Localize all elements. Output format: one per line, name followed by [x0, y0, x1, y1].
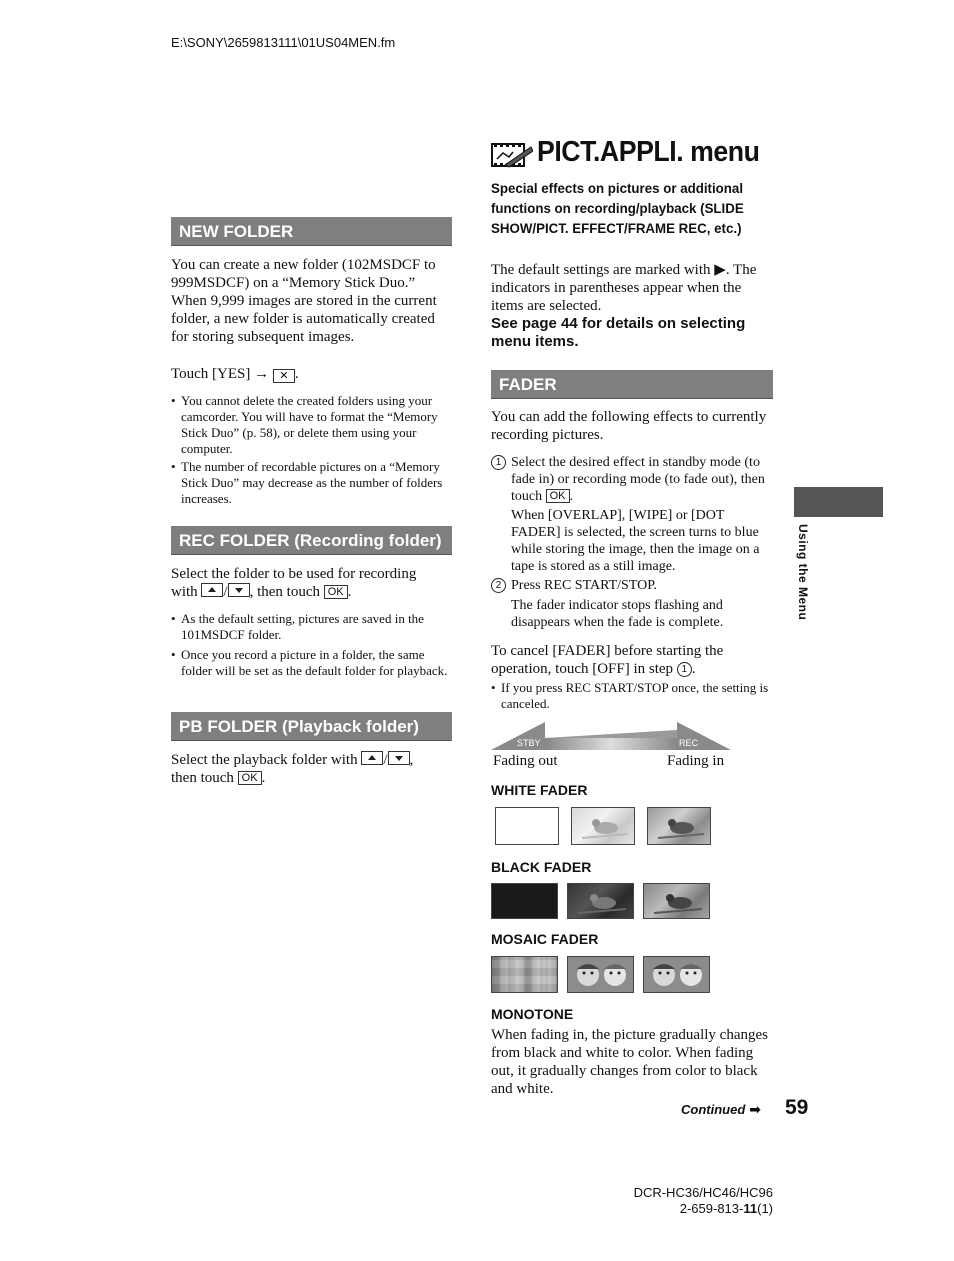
section-title-fader: FADER	[491, 370, 773, 399]
section-title-pb-folder: PB FOLDER (Playback folder)	[171, 712, 452, 741]
up-arrow-icon	[361, 751, 383, 765]
bird-icon	[568, 884, 634, 919]
pb-folder-body: Select the playback folder with / , then touch OK .	[171, 752, 414, 786]
fader-diagram	[491, 720, 731, 752]
section-title-new-folder: NEW FOLDER	[171, 217, 452, 246]
step-number: 1	[677, 662, 692, 677]
default-settings-text	[491, 261, 773, 315]
default-text-a: The default settings are marked with	[491, 262, 711, 278]
rec-folder-notes	[171, 611, 452, 679]
white-fader-thumb-2	[571, 807, 635, 845]
down-arrow-icon	[388, 751, 410, 765]
step-number: 1	[491, 455, 506, 470]
list-item: • The number of recordable pictures on a “Memory Stick Duo” may decrease as the number of folders increases.	[171, 459, 452, 507]
new-folder-notes	[171, 393, 452, 507]
touch-yes-text: Touch [YES]	[171, 366, 251, 382]
white-fader-thumb-1	[495, 807, 559, 845]
stby-label: STBY	[517, 738, 541, 748]
pict-appli-icon	[491, 141, 533, 169]
ok-key: OK	[546, 489, 570, 503]
close-x-icon: ✕	[273, 369, 295, 383]
mosaic-fader-thumb-2	[567, 956, 634, 993]
ok-key: OK	[238, 771, 262, 785]
bird-icon	[572, 808, 635, 845]
side-tab	[794, 487, 883, 517]
black-fader-thumb-3	[643, 883, 710, 919]
cancel-text-a: To cancel [FADER] before starting the operation, touch [OFF] in step	[491, 643, 724, 677]
rec-folder-body	[171, 565, 452, 601]
default-text-b: . The indicators in parentheses appear when the items are selected.	[491, 262, 757, 314]
default-marker-icon: ▶	[714, 262, 726, 278]
continued-text: Continued	[681, 1102, 746, 1117]
menu-title	[491, 138, 781, 172]
section-title-rec-folder: REC FOLDER (Recording folder)	[171, 526, 452, 555]
step-1: 1 Select the desired effect in standby mode (to fade in) or recording mode (to fade out), then touch OK . When [OVERLAP], [WIPE] or [DOT FADER] is selected, the screen turns to blue while storing the image, then the image on a tape is stored as a still image.	[491, 454, 773, 575]
black-fader-thumb-1	[491, 883, 558, 919]
footer-code-a: 2-659-813-	[679, 1201, 744, 1216]
list-item: • If you press REC START/STOP once, the setting is canceled.	[491, 680, 773, 712]
footer-code-b: 11	[743, 1201, 758, 1216]
see-page-text: See page 44 for details on selecting menu items.	[491, 315, 746, 350]
children-icon	[644, 957, 710, 993]
mosaic-fader-thumb-1	[491, 956, 558, 993]
continued-marker	[681, 1101, 761, 1119]
footer-code	[622, 1201, 773, 1216]
step-2-note: The fader indicator stops flashing and disappears when the fade is complete.	[511, 598, 724, 630]
ok-key: OK	[324, 585, 348, 599]
list-item: • As the default setting, pictures are saved in the 101MSDCF folder.	[171, 611, 452, 643]
bird-icon	[644, 884, 710, 919]
pb-folder-text: Select the playback folder with	[171, 752, 358, 768]
with-text: with	[171, 584, 198, 600]
cancel-text: To cancel [FADER] before starting the operation, touch [OFF] in step 1 .	[491, 643, 724, 677]
continued-arrow-icon: ➡	[749, 1102, 761, 1118]
monotone-title: MONOTONE	[491, 1006, 574, 1022]
new-folder-touch-line: Touch [YES] → ✕ .	[171, 366, 299, 382]
up-arrow-icon	[201, 583, 223, 597]
step-number: 2	[491, 578, 506, 593]
page-number: 59	[785, 1096, 809, 1119]
rec-folder-body-line: Select the folder to be used for recording	[171, 566, 417, 582]
white-fader-thumb-3	[647, 807, 711, 845]
step-2-text: Press REC START/STOP.	[511, 578, 657, 593]
white-fader-title: WHITE FADER	[491, 782, 588, 798]
then-touch-text: then touch	[171, 770, 234, 786]
file-path: E:\SONY\2659813111\01US04MEN.fm	[171, 35, 396, 50]
fading-in-label: Fading in	[667, 753, 725, 769]
children-icon	[568, 957, 634, 993]
black-fader-thumb-2	[567, 883, 634, 919]
black-fader-title: BLACK FADER	[491, 859, 592, 875]
side-tab-label: Using the Menu	[796, 524, 810, 621]
bird-icon	[648, 808, 711, 845]
rec-label: REC	[679, 738, 699, 748]
step-1-note: When [OVERLAP], [WIPE] or [DOT FADER] is selected, the screen turns to blue while storing the image, then the image on a tape is stored as a still image.	[511, 508, 760, 574]
list-item: • You cannot delete the created folders using your camcorder. You will have to format the “Memory Stick Duo” (p. 58), or delete them using your computer.	[171, 393, 452, 457]
mosaic-fader-thumb-3	[643, 956, 710, 993]
step-2	[491, 577, 773, 631]
fader-steps	[491, 454, 773, 631]
then-touch-text: , then touch	[249, 584, 320, 600]
menu-title-text: PICT.APPLI. menu	[537, 136, 760, 168]
down-arrow-icon	[228, 583, 250, 597]
mosaic-fader-title: MOSAIC FADER	[491, 931, 599, 947]
step-1-text: Select the desired effect in standby mode (to fade in) or recording mode (to fade out), then touch	[511, 455, 765, 504]
menu-subtitle: Special effects on pictures or additional functions on recording/playback (SLIDE SHOW/PICT. EFFECT/FRAME REC, etc.)	[491, 180, 744, 236]
cancel-note	[491, 680, 773, 712]
fader-body: You can add the following effects to currently recording pictures.	[491, 409, 767, 443]
right-arrow-icon: →	[254, 366, 270, 382]
footer-code-c: (1)	[757, 1201, 773, 1216]
fading-out-label: Fading out	[493, 753, 558, 769]
list-item: • Once you record a picture in a folder, the same folder will be set as the default folder for playback.	[171, 647, 452, 679]
rec-folder-body-line2: with / , then touch OK .	[171, 584, 352, 600]
new-folder-body: You can create a new folder (102MSDCF to 999MSDCF) on a “Memory Stick Duo.” When 9,999 images are stored in the current folder, a new folder is automatically created for storing subsequent images.	[171, 257, 437, 345]
monotone-body: When fading in, the picture gradually changes from black and white to color. When fading out, it gradually changes from color to black and white.	[491, 1027, 768, 1097]
footer-model: DCR-HC36/HC46/HC96	[633, 1185, 773, 1200]
